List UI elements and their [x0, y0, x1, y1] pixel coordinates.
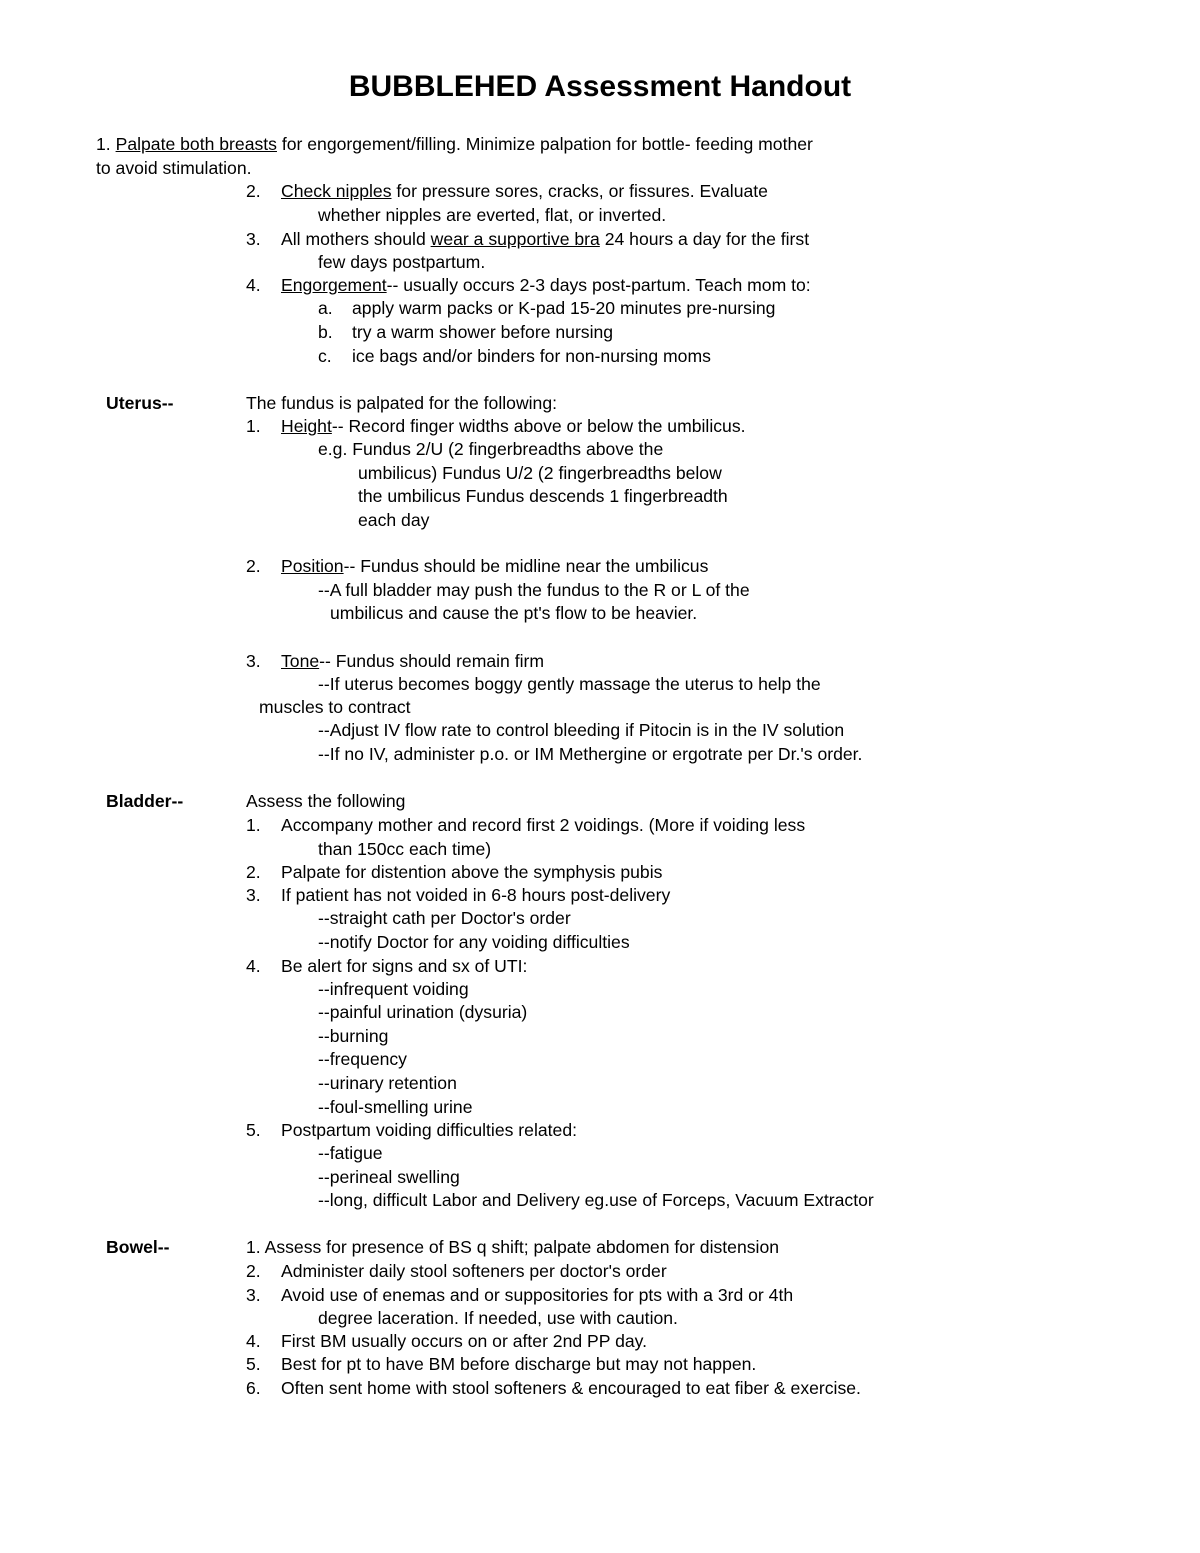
- sub-item-label: a.: [318, 298, 333, 318]
- section-heading-bowel: Bowel--: [106, 1237, 170, 1257]
- sub-item-label: b.: [318, 322, 333, 342]
- uterus-height-cont: the umbilicus Fundus descends 1 fingerbreadth: [358, 486, 728, 506]
- bowel-item-3: Avoid use of enemas and or suppositories for pts with a 3rd or 4th: [281, 1285, 794, 1305]
- item-number: 4.: [246, 1331, 261, 1351]
- item-text: for engorgement/filling. Minimize palpation for bottle- feeding mother: [276, 134, 813, 154]
- bowel-item-1: 1. Assess for presence of BS q shift; palpate abdomen for distension: [246, 1237, 780, 1257]
- bladder-item-4: Be alert for signs and sx of UTI:: [281, 956, 528, 976]
- item-number: 2.: [246, 1261, 261, 1281]
- uterus-tone-cont: --If uterus becomes boggy gently massage the uterus to help the: [318, 674, 821, 694]
- breasts-item-2-cont: whether nipples are everted, flat, or inverted.: [318, 205, 667, 225]
- item-number: 3.: [246, 229, 261, 249]
- bowel-item-3-cont: degree laceration. If needed, use with caution.: [318, 1308, 678, 1328]
- item-number: 3.: [246, 885, 261, 905]
- section-heading-uterus: Uterus--: [106, 393, 174, 413]
- breasts-item-4: [281, 273, 811, 297]
- breasts-item-1-cont: to avoid stimulation.: [96, 158, 252, 178]
- item-text: -- Fundus should be midline near the umbilicus: [343, 556, 709, 576]
- item-number: 3.: [246, 1285, 261, 1305]
- bladder-item-3: If patient has not voided in 6-8 hours post-delivery: [281, 885, 671, 905]
- item-number: 6.: [246, 1378, 261, 1398]
- item-number: 1.: [96, 134, 111, 154]
- uterus-tone-cont: --If no IV, administer p.o. or IM Methergine or ergotrate per Dr.'s order.: [318, 744, 863, 764]
- uterus-position-cont: umbilicus and cause the pt's flow to be heavier.: [330, 603, 698, 623]
- item-number: 2.: [246, 862, 261, 882]
- bladder-intro: Assess the following: [246, 791, 406, 811]
- uterus-height-cont: each day: [358, 510, 430, 530]
- bladder-item-4-cont: --painful urination (dysuria): [318, 1002, 528, 1022]
- page-title: BUBBLEHED Assessment Handout: [348, 70, 852, 103]
- bladder-item-2: Palpate for distention above the symphysis pubis: [281, 862, 663, 882]
- bladder-item-3-cont: --straight cath per Doctor's order: [318, 908, 571, 928]
- underlined-term: wear a supportive bra: [430, 229, 600, 249]
- bladder-item-4-cont: --infrequent voiding: [318, 979, 469, 999]
- bowel-item-5: Best for pt to have BM before discharge but may not happen.: [281, 1354, 757, 1374]
- item-number: 5.: [246, 1120, 261, 1140]
- uterus-position-cont: --A full bladder may push the fundus to the R or L of the: [318, 580, 750, 600]
- bladder-item-4-cont: --burning: [318, 1026, 389, 1046]
- section-heading-bladder: Bladder--: [106, 791, 184, 811]
- item-number: 1.: [246, 416, 261, 436]
- underlined-term: Palpate both breasts: [115, 134, 277, 154]
- bladder-item-1: Accompany mother and record first 2 voidings. (More if voiding less: [281, 815, 806, 835]
- item-number: 4.: [246, 956, 261, 976]
- bladder-item-5: Postpartum voiding difficulties related:: [281, 1120, 577, 1140]
- underlined-term: Position: [281, 556, 344, 576]
- item-number: 2.: [246, 181, 261, 201]
- bladder-item-3-cont: --notify Doctor for any voiding difficulties: [318, 932, 630, 952]
- uterus-height-cont: e.g. Fundus 2/U (2 fingerbreadths above the: [318, 439, 664, 459]
- item-number: 3.: [246, 651, 261, 671]
- item-text: All mothers should: [281, 229, 431, 249]
- bowel-item-2: Administer daily stool softeners per doctor's order: [281, 1261, 667, 1281]
- item-text: -- Fundus should remain firm: [319, 651, 545, 671]
- underlined-term: Engorgement: [281, 275, 387, 295]
- item-number: 5.: [246, 1354, 261, 1374]
- bladder-item-1-cont: than 150cc each time): [318, 839, 492, 859]
- bowel-item-6: Often sent home with stool softeners & encouraged to eat fiber & exercise.: [281, 1378, 861, 1398]
- uterus-height: [281, 414, 746, 438]
- sub-item-c: ice bags and/or binders for non-nursing moms: [352, 346, 711, 366]
- item-number: 4.: [246, 275, 261, 295]
- item-text: -- usually occurs 2-3 days post-partum. Teach mom to:: [386, 275, 811, 295]
- item-number: 1.: [246, 815, 261, 835]
- uterus-tone-cont: muscles to contract: [259, 697, 411, 717]
- underlined-term: Height: [281, 416, 332, 436]
- sub-item-a: apply warm packs or K-pad 15-20 minutes pre-nursing: [352, 298, 776, 318]
- bladder-item-4-cont: --urinary retention: [318, 1073, 457, 1093]
- underlined-term: Check nipples: [281, 181, 392, 201]
- breasts-item-3-cont: few days postpartum.: [318, 252, 486, 272]
- bladder-item-4-cont: --frequency: [318, 1049, 407, 1069]
- bladder-item-5-cont: --perineal swelling: [318, 1167, 460, 1187]
- item-text: 24 hours a day for the first: [599, 229, 810, 249]
- item-number: 2.: [246, 556, 261, 576]
- bladder-item-5-cont: --fatigue: [318, 1143, 383, 1163]
- breasts-item-3: [281, 227, 809, 251]
- item-text: -- Record finger widths above or below the umbilicus.: [331, 416, 746, 436]
- uterus-position: [281, 554, 708, 578]
- bowel-item-4: First BM usually occurs on or after 2nd PP day.: [281, 1331, 648, 1351]
- breasts-item-1: [96, 132, 813, 156]
- underlined-term: Tone: [281, 651, 320, 671]
- uterus-height-cont: umbilicus) Fundus U/2 (2 fingerbreadths below: [358, 463, 722, 483]
- uterus-intro: The fundus is palpated for the following:: [246, 393, 558, 413]
- bladder-item-5-cont: --long, difficult Labor and Delivery eg.use of Forceps, Vacuum Extractor: [318, 1190, 874, 1210]
- bladder-item-4-cont: --foul-smelling urine: [318, 1097, 473, 1117]
- breasts-item-2: [281, 179, 768, 203]
- uterus-tone-cont: --Adjust IV flow rate to control bleeding if Pitocin is in the IV solution: [318, 720, 845, 740]
- uterus-tone: [281, 649, 544, 673]
- sub-item-b: try a warm shower before nursing: [352, 322, 614, 342]
- item-text: for pressure sores, cracks, or fissures. Evaluate: [391, 181, 768, 201]
- sub-item-label: c.: [318, 346, 332, 366]
